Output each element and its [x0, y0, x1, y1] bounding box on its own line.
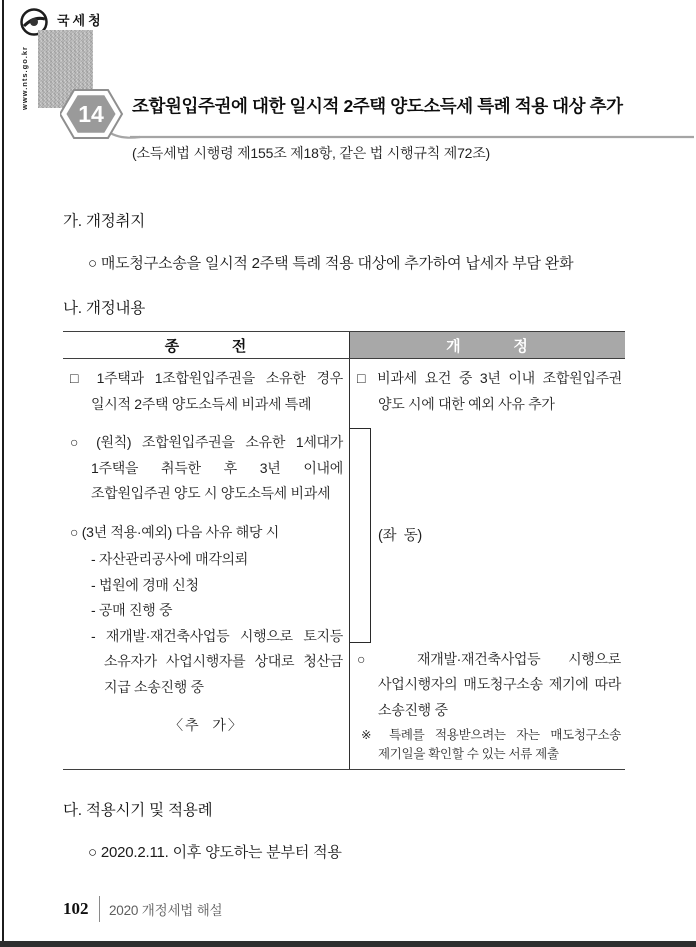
- before-item-2: ○ (원칙) 조합원입주권을 소유한 1세대가 1주택을 취득한 후 3년 이내에 조합원입주권 양도 시 양도소득세 비과세: [70, 434, 343, 501]
- table-header-row: [63, 332, 625, 359]
- legal-reference: (소득세법 시행령 제155조 제18항, 같은 법 시행규칙 제72조): [132, 145, 491, 161]
- before-item-1: □ 1주택과 1조합원입주권을 소유한 경우 일시적 2주택 양도소득세 비과세 특례: [70, 370, 343, 412]
- before-sub-3: - 공매 진행 중: [91, 602, 173, 618]
- section-b-label: 나. 개정내용: [63, 300, 146, 317]
- before-sub-1: - 자산관리공사에 매각의뢰: [91, 551, 249, 567]
- heading-block: [60, 88, 696, 168]
- same-as-left-bracket: [350, 428, 371, 643]
- before-item-3: ○ (3년 적용·예외) 다음 사유 해당 시: [70, 523, 279, 540]
- after-note: ※ 특례를 적용받으려는 자는 매도청구소송 제기일을 확인할 수 있는 서류 제출: [361, 728, 621, 761]
- book-title: 2020 개정세법 해설: [109, 903, 223, 918]
- item-number: 14: [78, 101, 104, 127]
- before-sub-2: - 법원에 경매 신청: [91, 576, 199, 593]
- before-sub-4: - 재개발·재건축사업등 시행으로 토지등 소유자가 사업시행자를 상대로 청산금 지급 소송진행 중: [91, 627, 343, 695]
- item-number-badge: [60, 90, 122, 138]
- before-added-placeholder: 〈추 가〉: [169, 717, 244, 733]
- after-item-1: □ 비과세 요건 중 3년 이내 조합원입주권 양도 시에 대한 예외 사유 추가: [357, 370, 622, 412]
- page-number: 102: [63, 899, 89, 918]
- scan-bottom-bar: [0, 941, 696, 947]
- section-c-bullet: ○ 2020.2.11. 이후 양도하는 분부터 적용: [88, 844, 342, 861]
- section-a-label: 가. 개정취지: [63, 213, 146, 230]
- table-body-row: [63, 359, 625, 769]
- comparison-table: [63, 331, 625, 770]
- cell-before: [63, 359, 350, 769]
- same-as-left-label: (좌 동): [378, 528, 422, 544]
- stamp-agency-label: 국세청: [57, 13, 104, 28]
- header-before: 종 전: [63, 332, 350, 358]
- stamp-url-text: www.nts.go.kr: [20, 46, 29, 110]
- after-item-2: ○ 재개발·재건축사업등 시행으로 사업시행자의 매도청구소송 제기에 따라 소송진행 중: [357, 650, 621, 718]
- section-c-label: 다. 적용시기 및 적용례: [63, 802, 213, 819]
- scan-edge-line: [2, 0, 4, 947]
- footer-divider: [99, 896, 101, 922]
- after-bottom-group: [357, 647, 621, 765]
- header-after: 개 정: [350, 332, 625, 358]
- section-a-bullet: ○ 매도청구소송을 일시적 2주택 특례 적용 대상에 추가하여 납세자 부담 완화: [88, 255, 574, 272]
- page-title: 조합원입주권에 대한 일시적 2주택 양도소득세 특례 적용 대상 추가: [132, 96, 623, 116]
- page-footer: [63, 896, 222, 922]
- cell-after: [350, 359, 625, 769]
